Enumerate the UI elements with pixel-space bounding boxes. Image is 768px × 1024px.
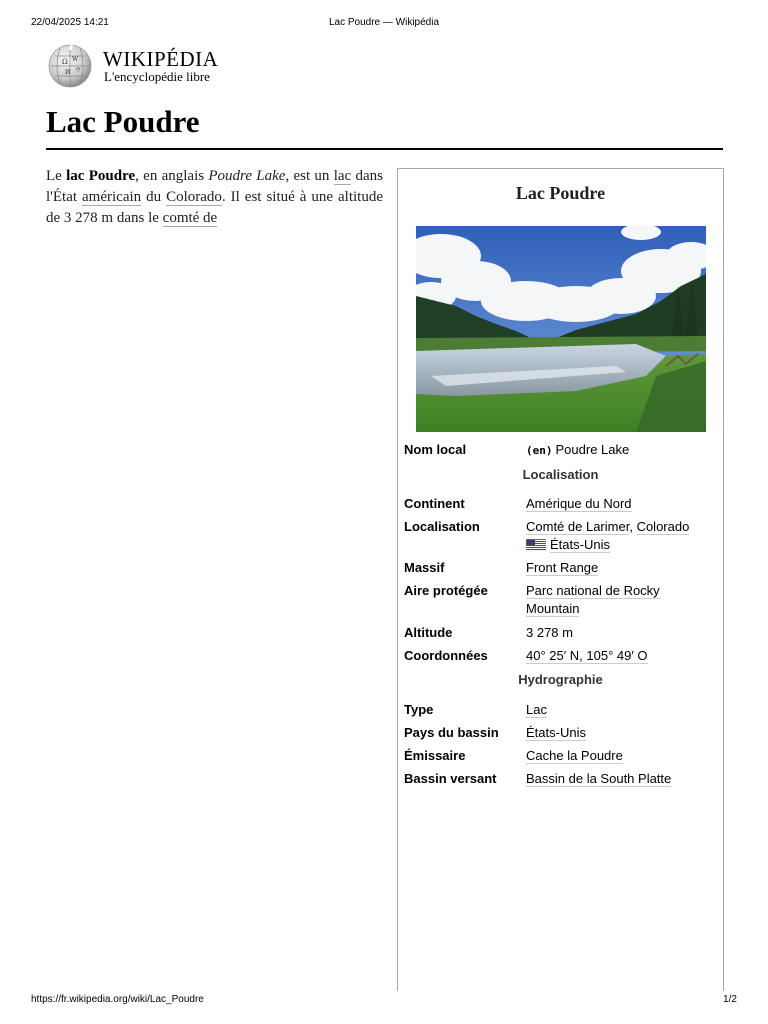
wikipedia-tagline: L'encyclopédie libre [104,69,210,84]
title-divider [46,148,723,150]
print-header [0,17,768,31]
infobox-section-localisation: Localisation [522,467,599,482]
link-comte-de-larimer[interactable]: Comté de Larimer [526,519,630,534]
link-front-range[interactable]: Front Range [526,560,599,575]
print-url: https://fr.wikipedia.org/wiki/Lac_Poudre [31,994,204,1005]
altitude-value: 3 278 m [526,625,573,640]
svg-text:Ω: Ω [62,58,68,66]
lake-photo[interactable] [416,226,706,432]
lead-text: . Il est situé à une altitude de 3 278 m dans le [46,189,383,226]
infobox-label: Type [404,702,434,717]
infobox-value [526,518,716,554]
link-amerique-du-nord[interactable]: Amérique du Nord [526,496,632,511]
link-lac[interactable]: Lac [526,702,547,717]
infobox-label: Continent [404,496,465,511]
page-title: Lac Poudre [46,104,200,139]
infobox-value [526,724,716,742]
link-colorado[interactable]: Colorado [636,519,690,534]
separator: , [629,519,637,534]
print-doc-title: Lac Poudre — Wikipédia [328,17,440,28]
infobox-label: Bassin versant [404,771,497,786]
infobox-value [526,770,716,788]
infobox-value [526,559,716,577]
svg-text:ウ: ウ [75,67,82,74]
wikipedia-logo[interactable] [45,42,265,90]
lead-text: , en anglais [135,168,209,184]
infobox-value [526,747,716,765]
lead-text: dans l'État [46,168,383,205]
infobox-value [526,647,716,665]
svg-text:И: И [65,69,71,76]
lead-italic-term: Poudre Lake [208,168,286,184]
link-parc-national-cont[interactable]: Mountain [526,601,580,616]
infobox-label: Altitude [404,625,453,640]
infobox-label: Aire protégée [404,583,488,598]
lead-text: Le [46,168,67,184]
link-etats-unis[interactable]: États-Unis [526,725,586,740]
link-colorado[interactable]: Colorado [166,189,222,205]
us-flag-icon [526,539,546,551]
infobox-label: Émissaire [404,748,466,763]
print-page-number: 1/2 [723,994,737,1005]
infobox-title: Lac Poudre [515,183,606,203]
infobox [397,168,724,991]
print-datetime: 22/04/2025 14:21 [31,17,109,28]
infobox-value [526,441,716,460]
infobox-label: Coordonnées [404,648,488,663]
wikipedia-globe-icon [45,42,95,88]
language-tag: (en) [526,444,553,457]
link-coordonnees[interactable]: 40° 25′ N, 105° 49′ O [526,648,648,663]
infobox-value [526,582,716,618]
print-footer [0,994,768,1008]
lead-text: , est un [285,168,334,184]
link-comte[interactable]: comté de [162,210,218,226]
svg-text:W: W [72,56,79,63]
link-cache-la-poudre[interactable]: Cache la Poudre [526,748,623,763]
link-americain[interactable]: américain [82,189,142,205]
nom-local-value: Poudre Lake [555,442,630,457]
lead-text: du [141,189,167,205]
infobox-label: Pays du bassin [404,725,499,740]
lead-bold-term: lac Poudre [66,168,136,184]
lead-paragraph [46,166,383,229]
link-bassin-south-platte[interactable]: Bassin de la South Platte [526,771,672,786]
infobox-label: Massif [404,560,445,575]
link-parc-national[interactable]: Parc national de Rocky [526,583,660,598]
link-lac[interactable]: lac [333,168,352,184]
wikipedia-wordmark: WIKIPÉDIA [103,47,219,71]
infobox-label: Nom local [404,442,467,457]
link-etats-unis[interactable]: États-Unis [550,537,610,552]
infobox-value [526,495,716,513]
infobox-section-hydrographie: Hydrographie [518,672,603,687]
infobox-value [526,701,716,719]
infobox-label: Localisation [404,519,480,534]
